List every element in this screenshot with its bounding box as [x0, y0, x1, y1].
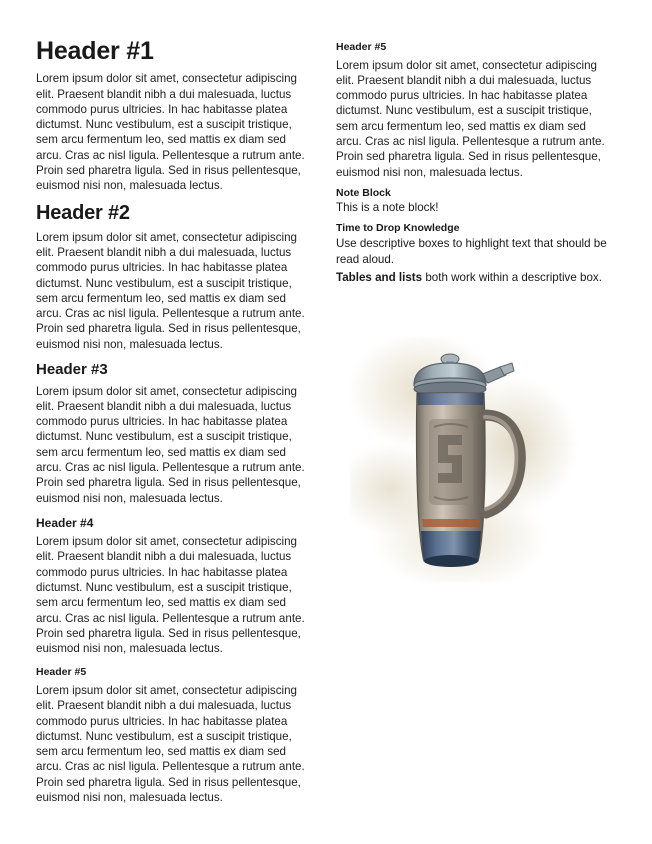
section-header3 [36, 362, 308, 506]
descriptive-block-title: Time to Drop Knowledge [336, 221, 460, 234]
section-header4 [36, 517, 308, 657]
paragraph-header1: Lorem ipsum dolor sit amet, consectetur adipiscing elit. Praesent blandit nibh a dui malesuada, luctus commodo purus ultricies. In hac habitasse platea dictumst. Nunc vestibulum, est a suscipit tristique, sem arcu fermentum leo, sed mattis ex diam sed arcu. Cras ac nisl ligula. Pellentesque a rutrum ante. Proin sed pharetra ligula. Sed in risus pellentesque, euismod nisi non, malesuada lectus. [36, 72, 305, 193]
heading-level-3: Header #3 [36, 361, 108, 378]
paragraph-header2: Lorem ipsum dolor sit amet, consectetur adipiscing elit. Praesent blandit nibh a dui malesuada, luctus commodo purus ultricies. In hac habitasse platea dictumst. Nunc vestibulum, est a suscipit tristique, sem arcu fermentum leo, sed mattis ex diam sed arcu. Cras ac nisl ligula. Pellentesque a rutrum ante. Proin sed pharetra ligula. Sed in risus pellentesque, euismod nisi non, malesuada lectus. [36, 230, 305, 351]
left-column [36, 38, 308, 805]
section-header1 [36, 38, 308, 194]
paragraph-header4: Lorem ipsum dolor sit amet, consectetur adipiscing elit. Praesent blandit nibh a dui malesuada, luctus commodo purus ultricies. In hac habitasse platea dictumst. Nunc vestibulum, est a suscipit tristique, sem arcu fermentum leo, sed mattis ex diam sed arcu. Cras ac nisl ligula. Pellentesque a rutrum ante. Proin sed pharetra ligula. Sed in risus pellentesque, euismod nisi non, malesuada lectus. [36, 535, 305, 656]
section-header5 [36, 667, 308, 805]
descriptive-block-text: Use descriptive boxes to highlight text that should be read aloud. [336, 237, 607, 266]
section-header2 [36, 203, 308, 352]
right-column [336, 38, 608, 609]
heading-level-4: Header #4 [36, 515, 94, 530]
note-block-title: Note Block [336, 186, 391, 199]
descriptive-block-trailing: both work within a descriptive box. [422, 270, 602, 284]
beer-stein-illustration [336, 319, 608, 609]
note-block [336, 188, 608, 216]
paragraph-header5: Lorem ipsum dolor sit amet, consectetur adipiscing elit. Praesent blandit nibh a dui malesuada, luctus commodo purus ultricies. In hac habitasse platea dictumst. Nunc vestibulum, est a suscipit tristique, sem arcu fermentum leo, sed mattis ex diam sed arcu. Cras ac nisl ligula. Pellentesque a rutrum ante. Proin sed pharetra ligula. Sed in risus pellentesque, euismod nisi non, malesuada lectus. [36, 683, 305, 805]
heading-level-5: Header #5 [36, 666, 87, 679]
heading-level-2: Header #2 [36, 201, 130, 224]
section-header5-right [336, 42, 608, 180]
paragraph-header5-right: Lorem ipsum dolor sit amet, consectetur adipiscing elit. Praesent blandit nibh a dui malesuada, luctus commodo purus ultricies. In hac habitasse platea dictumst. Nunc vestibulum, est a suscipit tristique, sem arcu fermentum leo, sed mattis ex diam sed arcu. Cras ac nisl ligula. Pellentesque a rutrum ante. Proin sed pharetra ligula. Sed in risus pellentesque, euismod nisi non, malesuada lectus. [336, 58, 605, 179]
heading-level-5-right: Header #5 [336, 41, 387, 53]
descriptive-block-list-note [336, 270, 608, 285]
note-block-text: This is a note block! [336, 201, 439, 215]
two-column-layout [36, 38, 616, 805]
descriptive-block-lead: Tables and lists [336, 270, 423, 284]
beer-stein-icon [388, 323, 538, 603]
paragraph-header3: Lorem ipsum dolor sit amet, consectetur adipiscing elit. Praesent blandit nibh a dui malesuada, luctus commodo purus ultricies. In hac habitasse platea dictumst. Nunc vestibulum, est a suscipit tristique, sem arcu fermentum leo, sed mattis ex diam sed arcu. Cras ac nisl ligula. Pellentesque a rutrum ante. Proin sed pharetra ligula. Sed in risus pellentesque, euismod nisi non, malesuada lectus. [36, 384, 305, 505]
page-title: Header #1 [36, 37, 154, 65]
descriptive-block [336, 223, 608, 285]
